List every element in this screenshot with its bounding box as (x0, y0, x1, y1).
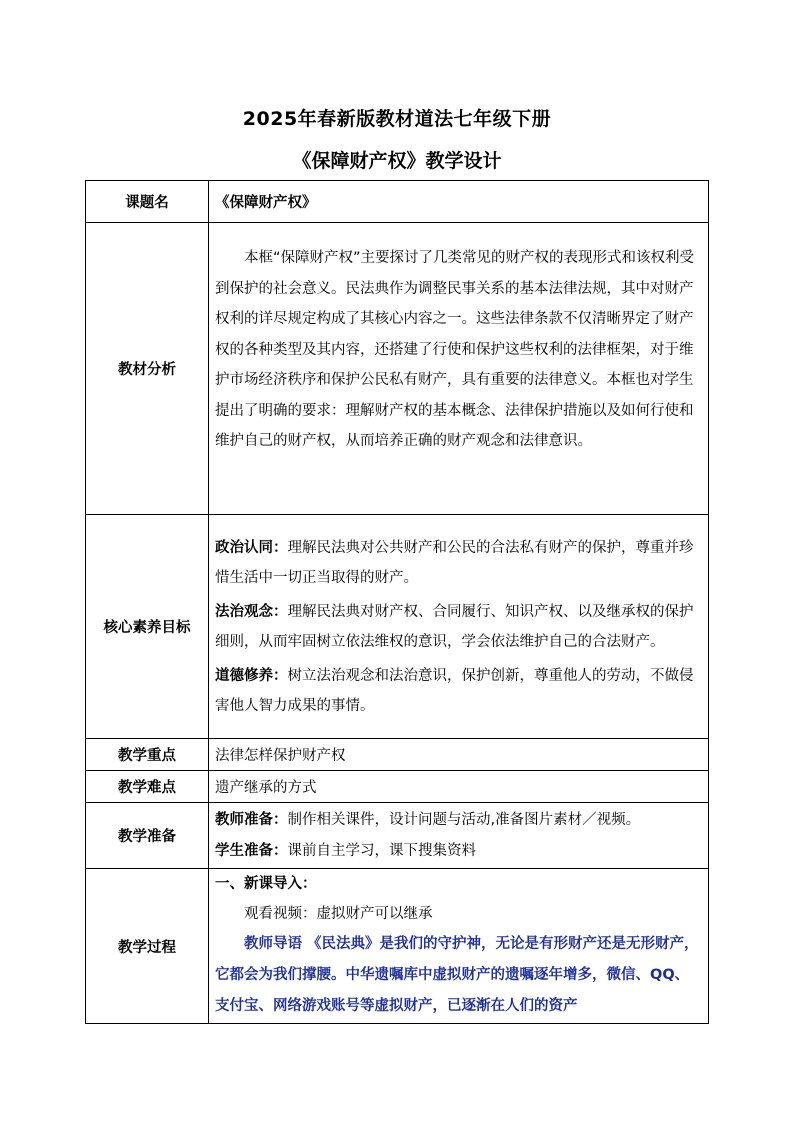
process-guide (215, 929, 702, 1022)
label-focus: 教学重点 (86, 739, 209, 771)
table-row-prep (86, 803, 709, 869)
literacy-head-political: 政治认同： (215, 539, 288, 556)
analysis-text: 本框“保障财产权”主要探讨了几类常见的财产权的表现形式和该权利受到保护的社会意义。民法典作为调整民事关系的基本法律法规，其中对财产权利的详尽规定构成了其核心内容之一。这些法律条款不仅清晰界定了财产权的各种类型及其内容，还搭建了行使和保护这些权利的法律框架，对于维护市场经济秩序和保护公民私有财产，具有重要的法律意义。本框也对学生提出了明确的要求：理解财产权的基本概念、法律保护措施以及如何行使和维护自己的财产权，从而培养正确的财产观念和法律意识。 (215, 250, 695, 449)
document-subtitle: 《保障财产权》教学设计 (292, 150, 502, 172)
literacy-item-law (215, 597, 702, 657)
literacy-text-political: 理解民法典对公共财产和公民的合法私有财产的保护，尊重并珍惜生活中一切正当取得的财产。 (215, 539, 694, 586)
literacy-head-moral: 道德修养： (215, 667, 288, 684)
label-analysis: 教材分析 (86, 223, 209, 515)
prep-student-text: 课前自主学习，课下搜集资料 (287, 842, 476, 859)
literacy-text-moral: 树立法治观念和法治意识，保护创新，尊重他人的劳动，不做侵害他人智力成果的事情。 (215, 667, 694, 714)
process-guide-text: 《民法典》是我们的守护神，无论是有形财产还是无形财产，它都会为我们撑腰。中华遗嘱库中虚拟财产的遗嘱逐年增多，微信、QQ、支付宝、网络游戏账号等虚拟财产，已逐渐在人们的资产 (215, 936, 699, 1014)
process-section-title: 一、新课导入： (215, 876, 317, 892)
value-topic: 《保障财产权》 (209, 181, 709, 223)
prep-student (215, 836, 702, 867)
table-row-topic (86, 181, 709, 223)
table-row-focus (86, 739, 709, 771)
document-title: 2025年春新版教材道法七年级下册 (242, 108, 552, 130)
label-literacy: 核心素养目标 (86, 515, 209, 739)
process-line1: 观看视频：虚拟财产可以继承 (244, 906, 433, 922)
table-row-literacy (86, 515, 709, 739)
value-difficulty: 遗产继承的方式 (209, 771, 709, 803)
literacy-item-political (215, 533, 702, 593)
table-row-difficulty (86, 771, 709, 803)
literacy-item-moral (215, 661, 702, 721)
label-prep: 教学准备 (86, 803, 209, 869)
literacy-text-law: 理解民法典对财产权、合同履行、知识产权、以及继承权的保护细则，从而牢固树立依法维权的意识，学会依法维护自己的合法财产。 (215, 603, 694, 650)
process-guide-head: 教师导语 (244, 936, 302, 952)
label-topic: 课题名 (86, 181, 209, 223)
process-content (215, 869, 702, 1022)
prep-teacher (215, 805, 702, 836)
table-row-analysis (86, 223, 709, 515)
prep-teacher-head: 教师准备： (215, 811, 288, 828)
prep-student-head: 学生准备： (215, 842, 288, 859)
prep-teacher-text: 制作相关课件，设计问题与活动,准备图片素材／视频。 (287, 811, 641, 828)
label-difficulty: 教学难点 (86, 771, 209, 803)
value-focus: 法律怎样保护财产权 (209, 739, 709, 771)
table-row-process (86, 869, 709, 1024)
literacy-head-law: 法治观念： (215, 603, 288, 620)
label-process: 教学过程 (86, 869, 209, 1024)
lesson-plan-table (85, 180, 709, 1024)
